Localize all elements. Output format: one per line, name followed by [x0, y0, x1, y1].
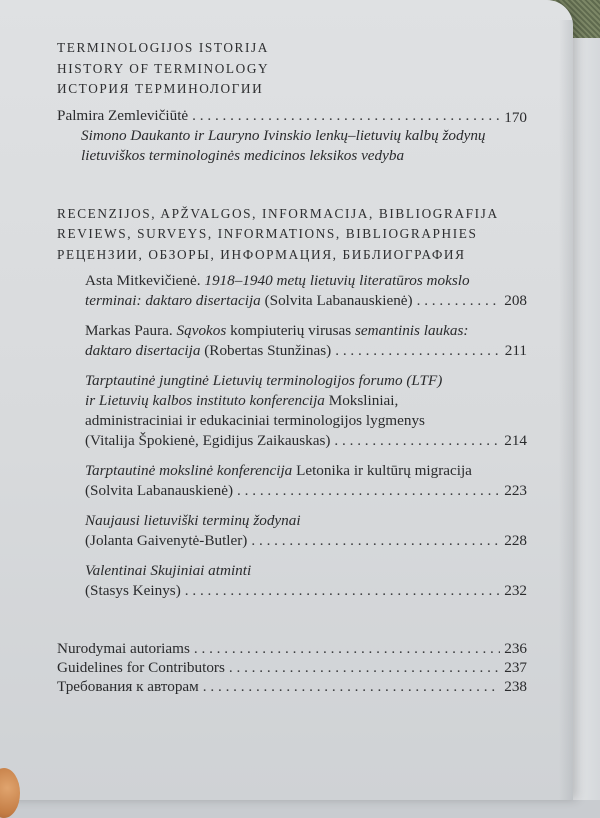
heading-en: HISTORY OF TERMINOLOGY [57, 60, 270, 76]
section-heading-reviews [57, 204, 527, 266]
toc-entry-guidelines-en[interactable]: Guidelines for Contributors . . . 237 [57, 658, 527, 677]
entry-page-number: 237 [504, 659, 527, 676]
dot-leader [203, 677, 500, 696]
heading-ru: РЕЦЕНЗИИ, ОБЗОРЫ, ИНФОРМАЦИЯ, БИБЛИОГРАФИЯ [57, 246, 466, 262]
dot-leader [237, 481, 500, 501]
entry-page-number: 211 [504, 342, 527, 359]
toc-entry-skujina-memorial[interactable]: Valentinai Skujiniai atminti (Stasys Keinys) . . . 232 [85, 561, 527, 601]
entry-page-number: 223 [504, 482, 527, 499]
entry-page-number: 228 [504, 532, 527, 549]
dot-leader [229, 658, 500, 677]
heading-en: REVIEWS, SURVEYS, INFORMATIONS, BIBLIOGRAPHIES [57, 226, 478, 241]
toc-entry-guidelines-ru[interactable]: Требования к авторам . . . 238 [57, 677, 527, 696]
toc-entry-letonika-conference[interactable]: Tarptautinė mokslinė konferencija Letonika ir kultūrų migracija (Solvita Labanauskienė) . . . 223 [85, 461, 527, 501]
dot-leader [185, 581, 500, 601]
toc-entry-paura[interactable]: Markas Paura. Sąvokos kompiuterių virusas semantinis laukas: daktaro disertacija (Robertas Stunžinas) . . . 211 [85, 321, 527, 361]
dot-leader [194, 639, 500, 658]
dot-leader [334, 431, 500, 451]
entry-page-number: 232 [504, 582, 527, 599]
dot-leader [335, 341, 501, 361]
entry-author: Palmira Zemlevičiūtė [57, 106, 189, 124]
entry-page-number: 238 [504, 678, 527, 695]
entry-page-number: 170 [504, 108, 527, 126]
toc-entry-ltf-conference[interactable]: Tarptautinė jungtinė Lietuvių terminologijos forumo (LTF) ir Lietuvių kalbos instituto konferencija Moksliniai, administraciniai ir edukaciniai terminologijos lygmenys (Vitalija Špokienė, Egidijus Zaikauskas) . . . 214 [85, 371, 527, 451]
toc-entry-dictionaries[interactable]: Naujausi lietuviški terminų žodynai (Jolanta Gaivenytė-Butler) . . . 228 [85, 511, 527, 551]
heading-ru: ИСТОРИЯ ТЕРМИНОЛОГИИ [57, 81, 264, 96]
entry-page-number: 208 [504, 292, 527, 309]
toc-entry-guidelines-lt[interactable]: Nurodymai autoriams . . . 236 [57, 639, 527, 658]
section-guidelines [57, 639, 527, 696]
toc-entry-mitkeviciene[interactable]: Asta Mitkevičienė. 1918–1940 metų lietuvių literatūros mokslo terminai: daktaro disertacija (Solvita Labanauskienė) . . . 208 [85, 271, 527, 311]
dot-leader [417, 291, 501, 311]
dot-leader [251, 531, 500, 551]
toc-entry-zemleviciute[interactable] [57, 106, 527, 166]
heading-lt: RECENZIJOS, APŽVALGOS, INFORMACIJA, BIBLIOGRAFIJA [57, 205, 499, 221]
entry-page-number: 236 [504, 640, 527, 657]
finger [0, 768, 20, 818]
entry-title: Simono Daukanto ir Lauryno Ivinskio lenkų–lietuvių kalbų žodynų [81, 126, 486, 144]
section-heading-history [57, 38, 527, 100]
entry-title-cont: lietuviškos terminologinės medicinos leksikos vedyba [81, 146, 405, 164]
dot-leader [192, 106, 501, 126]
table-of-contents [57, 38, 527, 696]
heading-lt: TERMINOLOGIJOS ISTORIJA [57, 40, 270, 55]
entry-page-number: 214 [504, 432, 527, 449]
